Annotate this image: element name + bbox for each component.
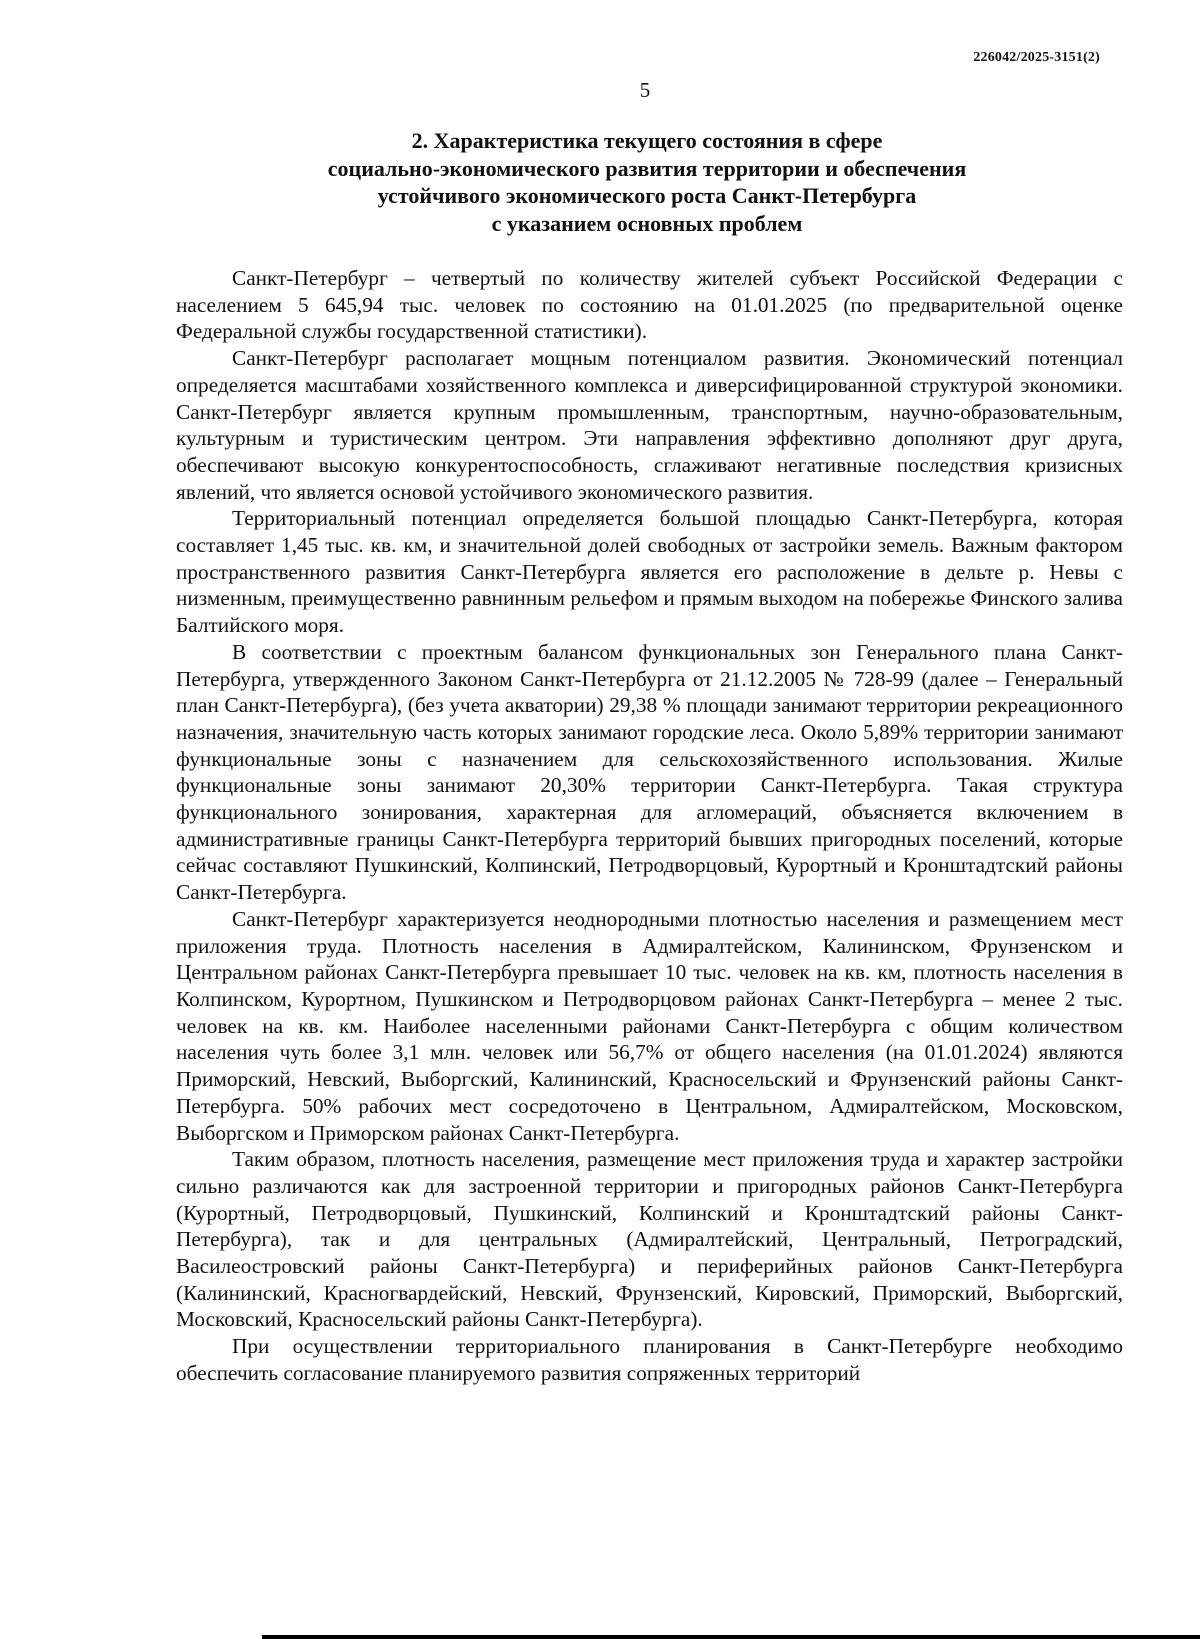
section-title-line: с указанием основных проблем bbox=[491, 210, 803, 236]
section-body bbox=[176, 265, 1123, 1387]
body-paragraph: Санкт-Петербург – четвертый по количеству жителей субъект Российской Федерации с населением 5 645,94 тыс. человек по состоянию на 01.01.2025 (по предварительной оценке Федеральной службы государственной статистики). bbox=[176, 266, 1123, 344]
body-paragraph: Территориальный потенциал определяется большой площадью Санкт-Петербурга, которая составляет 1,45 тыс. кв. км, и значительной долей свободных от застройки земель. Важным фактором пространственного развития Санкт-Петербурга является его расположение в дельте р. Невы с низменным, преимущественно равнинным рельефом и прямым выходом на побережье Финского залива Балтийского моря. bbox=[176, 506, 1123, 638]
body-paragraph: Таким образом, плотность населения, размещение мест приложения труда и характер застройки сильно различаются как для застроенной территории и пригородных районов Санкт-Петербурга (Курортный, Петродворцовый, Пушкинский, Колпинский и Кронштадтский районы Санкт-Петербурга), так и для центральных (Адмиралтейский, Центральный, Петроградский, Василеостровский районы Санкт-Петербурга) и периферийных районов Санкт-Петербурга (Калининский, Красногвардейский, Невский, Фрунзенский, Кировский, Приморский, Выборгский, Московский, Красносельский районы Санкт-Петербурга). bbox=[176, 1147, 1123, 1332]
body-paragraph: При осуществлении территориального планирования в Санкт-Петербурге необходимо обеспечить согласование планируемого развития сопряженных территорий bbox=[176, 1334, 1123, 1385]
section-title bbox=[172, 127, 1122, 237]
section-title-line: 2. Характеристика текущего состояния в сфере bbox=[411, 128, 883, 153]
body-paragraph: В соответствии с проектным балансом функциональных зон Генерального плана Санкт-Петербурга, утвержденного Законом Санкт-Петербурга от 21.12.2005 № 728-99 (далее – Генеральный план Санкт-Петербурга), (без учета акватории) 29,38 % площади занимают территории рекреационного назначения, значительную часть которых занимают городские леса. Около 5,89% территории занимают функциональные зоны с назначением для сельскохозяйственного использования. Жилые функциональные зоны занимают 20,30% территории Санкт-Петербурга. Такая структура функционального зонирования, характерная для агломераций, объясняется включением в административные границы Санкт-Петербурга территорий бывших пригородных поселений, которые сейчас составляют Пушкинский, Колпинский, Петродворцовый, Курортный и Кронштадтский районы Санкт-Петербурга. bbox=[176, 639, 1123, 905]
page-number: 5 bbox=[639, 78, 651, 102]
scan-bottom-edge bbox=[262, 1635, 1200, 1639]
body-paragraph: Санкт-Петербург характеризуется неоднородными плотностью населения и размещением мест приложения труда. Плотность населения в Адмиралтейском, Калининском, Фрунзенском и Центральном районах Санкт-Петербурга превышает 10 тыс. человек на кв. км, плотность населения в Колпинском, Курортном, Пушкинском и Петродворцовом районах Санкт-Петербурга – менее 2 тыс. человек на кв. км. Наиболее населенными районами Санкт-Петербурга с общим количеством населения чуть более 3,1 млн. человек или 56,7% от общего населения (на 01.01.2024) являются Приморский, Невский, Выборгский, Калининский, Красносельский и Фрунзенский районы Санкт-Петербурга. 50% рабочих мест сосредоточено в Центральном, Адмиралтейском, Московском, Выборгском и Приморском районах Санкт-Петербурга. bbox=[176, 906, 1123, 1145]
section-title-line: социально-экономического развития территории и обеспечения bbox=[327, 155, 967, 181]
section-title-line: устойчивого экономического роста Санкт-Петербурга bbox=[377, 183, 917, 208]
document-registration-number: 226042/2025-3151(2) bbox=[973, 50, 1100, 65]
body-paragraph: Санкт-Петербург располагает мощным потенциалом развития. Экономический потенциал определяется масштабами хозяйственного комплекса и диверсифицированной структурой экономики. Санкт-Петербург является крупным промышленным, транспортным, научно-образовательным, культурным и туристическим центром. Эти направления эффективно дополняют друг друга, обеспечивают высокую конкурентоспособность, сглаживают негативные последствия кризисных явлений, что является основой устойчивого экономического развития. bbox=[176, 346, 1123, 504]
